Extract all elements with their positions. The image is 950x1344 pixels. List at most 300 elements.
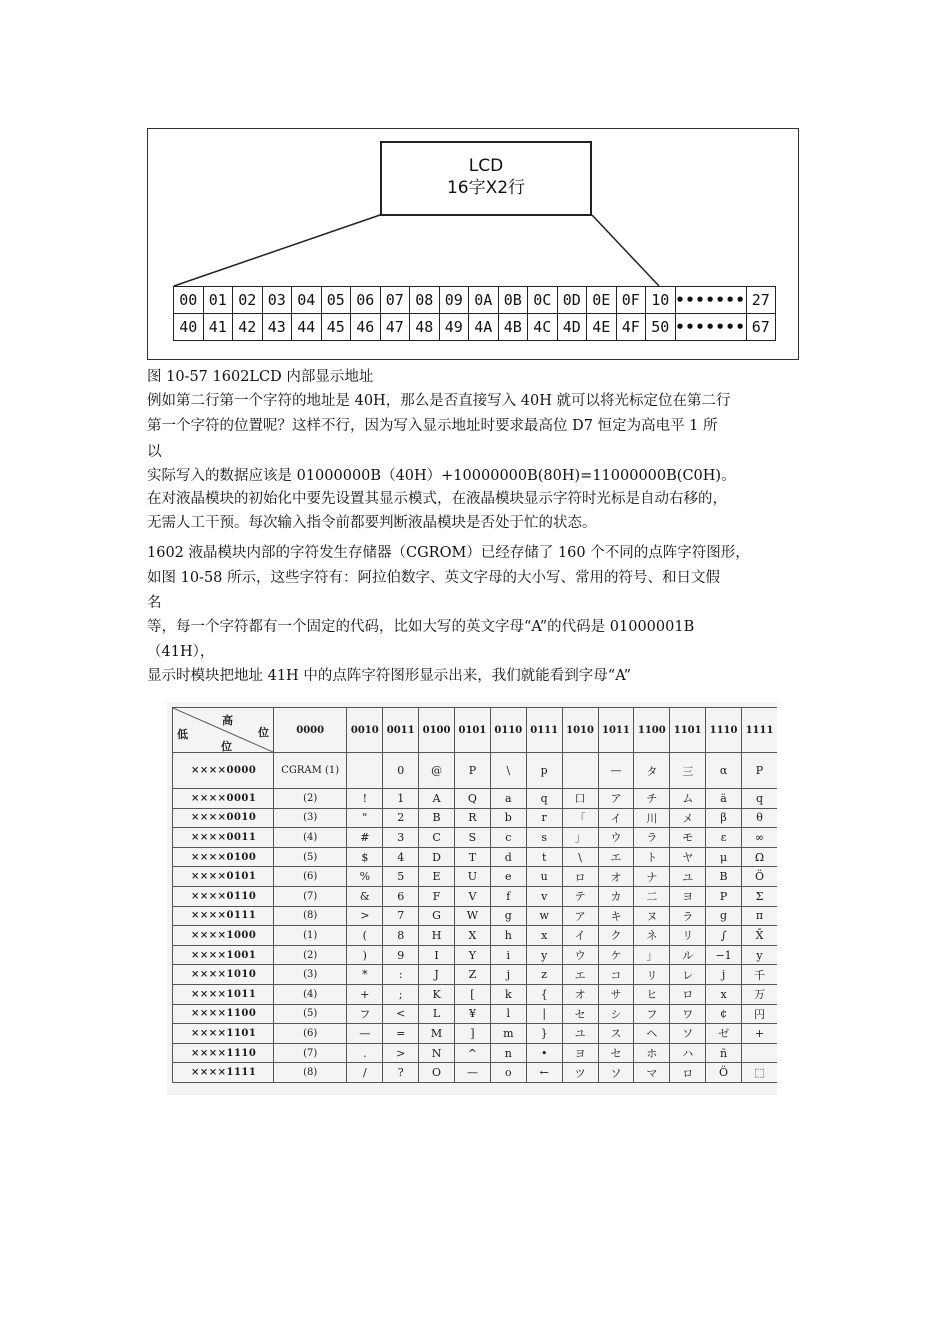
address-cell: 4B xyxy=(498,314,528,341)
char-cell: ル xyxy=(670,945,706,965)
char-cell: o xyxy=(490,1063,526,1083)
char-cell: 2 xyxy=(383,808,419,828)
char-cell: g xyxy=(706,906,742,926)
corner-low-label: 低 xyxy=(177,728,188,741)
cgrom-row xyxy=(173,1024,778,1044)
char-cell: / xyxy=(347,1063,383,1083)
char-cell: [ xyxy=(455,984,491,1004)
char-cell: e xyxy=(490,867,526,887)
char-cell: x xyxy=(706,984,742,1004)
row-header: ××××1000 xyxy=(173,926,274,946)
char-cell: \ xyxy=(490,753,526,789)
char-cell: ケ xyxy=(598,945,634,965)
address-cell: 4D xyxy=(557,314,587,341)
char-cell: M xyxy=(419,1024,455,1044)
char-cell: 3 xyxy=(383,828,419,848)
char-cell: (8) xyxy=(274,906,347,926)
char-cell: ? xyxy=(383,1063,419,1083)
column-header: 0010 xyxy=(347,708,383,753)
corner-header xyxy=(173,708,274,753)
column-header: 1100 xyxy=(634,708,670,753)
char-cell: フ xyxy=(634,1004,670,1024)
char-cell: ク xyxy=(598,926,634,946)
char-cell: + xyxy=(742,1024,778,1044)
char-cell: イ xyxy=(562,926,598,946)
char-cell: リ xyxy=(634,965,670,985)
char-cell: j xyxy=(706,965,742,985)
char-cell: P xyxy=(742,753,778,789)
address-cell: 47 xyxy=(380,314,410,341)
char-cell: ∫ xyxy=(706,926,742,946)
lcd-box xyxy=(380,141,592,216)
address-cell: 4A xyxy=(469,314,499,341)
address-cell: 67 xyxy=(746,314,775,341)
char-cell: セ xyxy=(598,1043,634,1063)
address-cell: 08 xyxy=(410,287,440,314)
paragraph-line: 例如第二行第一个字符的地址是 40H，那么是否直接写入 40H 就可以将光标定位在第二行 xyxy=(147,393,731,409)
char-cell: ] xyxy=(455,1024,491,1044)
column-header: 1111 xyxy=(742,708,778,753)
char-cell: ス xyxy=(598,1024,634,1044)
address-cell: 0F xyxy=(616,287,646,314)
char-cell: カ xyxy=(598,886,634,906)
address-cell: 10 xyxy=(646,287,676,314)
char-cell: 1 xyxy=(383,789,419,809)
char-cell: ⬚ xyxy=(742,1063,778,1083)
char-cell: > xyxy=(383,1043,419,1063)
char-cell: オ xyxy=(562,984,598,1004)
char-cell: 0 xyxy=(383,753,419,789)
char-cell: ソ xyxy=(598,1063,634,1083)
column-header: 0011 xyxy=(383,708,419,753)
paragraph-line: 显示时模块把地址 41H 中的点阵字符图形显示出来，我们就能看到字母“A” xyxy=(147,668,631,684)
address-cell: 04 xyxy=(292,287,322,314)
char-cell: Ö xyxy=(742,867,778,887)
char-cell: P xyxy=(706,886,742,906)
char-cell: 5 xyxy=(383,867,419,887)
char-cell: ヒ xyxy=(634,984,670,1004)
row-header: ××××0110 xyxy=(173,886,274,906)
corner-wei-label: 位 xyxy=(221,740,232,753)
char-cell: 二 xyxy=(634,886,670,906)
address-cell: 4F xyxy=(616,314,646,341)
char-cell: 」 xyxy=(562,828,598,848)
char-cell: . xyxy=(347,1043,383,1063)
char-cell: ゼ xyxy=(706,1024,742,1044)
char-cell: w xyxy=(526,906,562,926)
char-cell: E xyxy=(419,867,455,887)
char-cell: v xyxy=(526,886,562,906)
paragraph-line: 以 xyxy=(147,444,162,460)
char-cell: 口 xyxy=(562,789,598,809)
char-cell: y xyxy=(742,945,778,965)
char-cell: ウ xyxy=(598,828,634,848)
row-header: ××××1111 xyxy=(173,1063,274,1083)
char-cell: ñ xyxy=(706,1043,742,1063)
column-header: 0110 xyxy=(490,708,526,753)
char-cell: ツ xyxy=(562,1063,598,1083)
corner-high-label: 高 xyxy=(222,714,233,727)
char-cell: ; xyxy=(383,984,419,1004)
char-cell: ヘ xyxy=(634,1024,670,1044)
char-cell: ハ xyxy=(670,1043,706,1063)
address-ellipsis: ••••••• xyxy=(675,314,746,341)
address-cell: 49 xyxy=(439,314,469,341)
column-header: 0100 xyxy=(419,708,455,753)
address-cell: 42 xyxy=(233,314,263,341)
cgrom-row xyxy=(173,886,778,906)
char-cell: ロ xyxy=(562,867,598,887)
char-cell: : xyxy=(383,965,419,985)
row-header: ××××0101 xyxy=(173,867,274,887)
char-cell: θ xyxy=(742,808,778,828)
char-cell: (2) xyxy=(274,789,347,809)
char-cell: リ xyxy=(670,926,706,946)
char-cell: ネ xyxy=(634,926,670,946)
char-cell: # xyxy=(347,828,383,848)
char-cell: CGRAM (1) xyxy=(274,753,347,789)
char-cell: X̄ xyxy=(742,926,778,946)
char-cell: y xyxy=(526,945,562,965)
char-cell: 千 xyxy=(742,965,778,985)
char-cell: マ xyxy=(634,1063,670,1083)
char-cell: ← xyxy=(526,1063,562,1083)
cgrom-row xyxy=(173,965,778,985)
address-cell: 03 xyxy=(262,287,292,314)
address-row-2 xyxy=(174,314,776,341)
address-cell: 02 xyxy=(233,287,263,314)
address-cell: 27 xyxy=(746,287,775,314)
char-cell: ) xyxy=(347,945,383,965)
char-cell: 8 xyxy=(383,926,419,946)
char-cell: ε xyxy=(706,828,742,848)
char-cell: u xyxy=(526,867,562,887)
address-cell: 00 xyxy=(174,287,204,314)
char-cell: S xyxy=(455,828,491,848)
char-cell: z xyxy=(526,965,562,985)
char-cell: ア xyxy=(598,789,634,809)
char-cell: β xyxy=(706,808,742,828)
row-header: ××××1011 xyxy=(173,984,274,1004)
char-cell: ! xyxy=(347,789,383,809)
char-cell: G xyxy=(419,906,455,926)
char-cell: R xyxy=(455,808,491,828)
address-cell: 0C xyxy=(528,287,558,314)
address-cell: 0E xyxy=(587,287,617,314)
char-cell: サ xyxy=(598,984,634,1004)
char-cell: ¢ xyxy=(706,1004,742,1024)
char-cell: l xyxy=(490,1004,526,1024)
char-cell: 「 xyxy=(562,808,598,828)
char-cell: ヤ xyxy=(670,847,706,867)
char-cell: % xyxy=(347,867,383,887)
char-cell: D xyxy=(419,847,455,867)
char-cell: ユ xyxy=(562,1024,598,1044)
char-cell: (6) xyxy=(274,1024,347,1044)
char-cell: P xyxy=(455,753,491,789)
char-cell: (2) xyxy=(274,945,347,965)
paragraph-line: 在对液晶模块的初始化中要先设置其显示模式，在液晶模块显示字符时光标是自动右移的， xyxy=(147,491,727,507)
row-header: ××××0011 xyxy=(173,828,274,848)
cgrom-header-row xyxy=(173,708,778,753)
char-cell: (7) xyxy=(274,886,347,906)
char-cell: ¥ xyxy=(455,1004,491,1024)
char-cell: A xyxy=(419,789,455,809)
char-cell: J xyxy=(419,965,455,985)
char-cell: N xyxy=(419,1043,455,1063)
char-cell: Σ xyxy=(742,886,778,906)
char-cell: ウ xyxy=(562,945,598,965)
char-cell: = xyxy=(383,1024,419,1044)
address-cell: 45 xyxy=(321,314,351,341)
char-cell: ヨ xyxy=(670,886,706,906)
char-cell: I xyxy=(419,945,455,965)
char-cell: ロ xyxy=(670,984,706,1004)
char-cell: r xyxy=(526,808,562,828)
char-cell: ä xyxy=(706,789,742,809)
char-cell: @ xyxy=(419,753,455,789)
address-cell: 41 xyxy=(203,314,233,341)
row-header: ××××1110 xyxy=(173,1043,274,1063)
row-header: ××××1101 xyxy=(173,1024,274,1044)
char-cell: (7) xyxy=(274,1043,347,1063)
char-cell xyxy=(347,753,383,789)
cgrom-row xyxy=(173,1063,778,1083)
char-cell: c xyxy=(490,828,526,848)
char-cell: 7 xyxy=(383,906,419,926)
char-cell: C xyxy=(419,828,455,848)
char-cell: & xyxy=(347,886,383,906)
char-cell: T xyxy=(455,847,491,867)
char-cell: i xyxy=(490,945,526,965)
address-row-1 xyxy=(174,287,776,314)
char-cell: < xyxy=(383,1004,419,1024)
cgrom-figure xyxy=(167,702,777,1095)
char-cell: a xyxy=(490,789,526,809)
char-cell: (8) xyxy=(274,1063,347,1083)
char-cell: 4 xyxy=(383,847,419,867)
cgrom-row xyxy=(173,789,778,809)
address-grid xyxy=(173,286,776,341)
char-cell: Ω xyxy=(742,847,778,867)
address-cell: 01 xyxy=(203,287,233,314)
char-cell: V xyxy=(455,886,491,906)
address-cell: 06 xyxy=(351,287,381,314)
char-cell: k xyxy=(490,984,526,1004)
char-cell: p xyxy=(526,753,562,789)
char-cell xyxy=(562,753,598,789)
char-cell: (4) xyxy=(274,828,347,848)
char-cell: ∞ xyxy=(742,828,778,848)
char-cell: — xyxy=(598,753,634,789)
cgrom-row xyxy=(173,847,778,867)
char-cell: ワ xyxy=(670,1004,706,1024)
char-cell: ラ xyxy=(670,906,706,926)
char-cell: (3) xyxy=(274,965,347,985)
char-cell: h xyxy=(490,926,526,946)
column-header: 1101 xyxy=(670,708,706,753)
char-cell: ム xyxy=(670,789,706,809)
char-cell: 万 xyxy=(742,984,778,1004)
column-header: 0111 xyxy=(526,708,562,753)
address-cell: 07 xyxy=(380,287,410,314)
char-cell: q xyxy=(742,789,778,809)
row-header: ××××1010 xyxy=(173,965,274,985)
char-cell: H xyxy=(419,926,455,946)
address-cell: 0B xyxy=(498,287,528,314)
char-cell: q xyxy=(526,789,562,809)
column-header: 0101 xyxy=(455,708,491,753)
char-cell: n xyxy=(490,1043,526,1063)
lcd-subtitle: 16字X2行 xyxy=(446,178,526,198)
char-cell: U xyxy=(455,867,491,887)
char-cell: ( xyxy=(347,926,383,946)
row-header: ××××0010 xyxy=(173,808,274,828)
paragraph-line: 第一个字符的位置呢？这样不行，因为写入显示地址时要求最高位 D7 恒定为高电平 1 所 xyxy=(147,418,718,434)
char-cell: $ xyxy=(347,847,383,867)
char-cell: B xyxy=(706,867,742,887)
address-ellipsis: ••••••• xyxy=(675,287,746,314)
char-cell: コ xyxy=(598,965,634,985)
char-cell: Y xyxy=(455,945,491,965)
char-cell: W xyxy=(455,906,491,926)
char-cell: (6) xyxy=(274,867,347,887)
char-cell: モ xyxy=(670,828,706,848)
char-cell: } xyxy=(526,1024,562,1044)
char-cell: > xyxy=(347,906,383,926)
char-cell: K xyxy=(419,984,455,1004)
paragraph-line: 无需人工干预。每次输入指令前都要判断液晶模块是否处于忙的状态。 xyxy=(147,515,597,531)
char-cell: ホ xyxy=(634,1043,670,1063)
cgrom-row xyxy=(173,906,778,926)
char-cell: シ xyxy=(598,1004,634,1024)
char-cell: { xyxy=(526,984,562,1004)
row-header: ××××1100 xyxy=(173,1004,274,1024)
address-cell: 40 xyxy=(174,314,204,341)
char-cell: B xyxy=(419,808,455,828)
char-cell: d xyxy=(490,847,526,867)
char-cell: f xyxy=(490,886,526,906)
cgrom-row xyxy=(173,945,778,965)
char-cell: • xyxy=(526,1043,562,1063)
cgrom-row xyxy=(173,984,778,1004)
char-cell: (4) xyxy=(274,984,347,1004)
char-cell: レ xyxy=(670,965,706,985)
char-cell: α xyxy=(706,753,742,789)
char-cell: g xyxy=(490,906,526,926)
address-cell: 44 xyxy=(292,314,322,341)
column-header: 1010 xyxy=(562,708,598,753)
cgrom-row xyxy=(173,867,778,887)
char-cell: * xyxy=(347,965,383,985)
char-cell: + xyxy=(347,984,383,1004)
cgrom-row xyxy=(173,808,778,828)
paragraph-line: 1602 液晶模块内部的字符发生存储器（CGROM）已经存储了 160 个不同的点阵字符图形， xyxy=(147,545,750,561)
char-cell: ト xyxy=(634,847,670,867)
address-cell: 4C xyxy=(528,314,558,341)
address-cell: 05 xyxy=(321,287,351,314)
char-cell: 」 xyxy=(634,945,670,965)
char-cell: | xyxy=(526,1004,562,1024)
paragraph-line: 如图 10-58 所示，这些字符有：阿拉伯数字、英文字母的大小写、常用的符号、和日文假 xyxy=(147,570,721,586)
address-cell: 48 xyxy=(410,314,440,341)
cgrom-row xyxy=(173,926,778,946)
cgrom-row xyxy=(173,828,778,848)
char-cell: ソ xyxy=(670,1024,706,1044)
char-cell: メ xyxy=(670,808,706,828)
char-cell: ヨ xyxy=(562,1043,598,1063)
char-cell: m xyxy=(490,1024,526,1044)
char-cell: s xyxy=(526,828,562,848)
char-cell: (5) xyxy=(274,1004,347,1024)
char-cell: \ xyxy=(562,847,598,867)
row-header: ××××0100 xyxy=(173,847,274,867)
row-header: ××××0111 xyxy=(173,906,274,926)
cgrom-row xyxy=(173,753,778,789)
char-cell: 9 xyxy=(383,945,419,965)
address-cell: 46 xyxy=(351,314,381,341)
paragraph-line: 等，每一个字符都有一个固定的代码，比如大写的英文字母“A”的代码是 01000001B xyxy=(147,619,695,635)
char-cell: π xyxy=(742,906,778,926)
char-cell: Q xyxy=(455,789,491,809)
char-cell: O xyxy=(419,1063,455,1083)
paragraph-line: （41H）， xyxy=(147,644,215,660)
char-cell: (1) xyxy=(274,926,347,946)
char-cell: 6 xyxy=(383,886,419,906)
char-cell: イ xyxy=(598,808,634,828)
char-cell: ロ xyxy=(670,1063,706,1083)
figure-caption: 图 10-57 1602LCD 内部显示地址 xyxy=(147,369,374,385)
address-cell: 0A xyxy=(469,287,499,314)
lcd-title: LCD xyxy=(468,156,504,176)
char-cell: エ xyxy=(562,965,598,985)
column-header: 1011 xyxy=(598,708,634,753)
char-cell xyxy=(742,1043,778,1063)
char-cell: x xyxy=(526,926,562,946)
char-cell: Z xyxy=(455,965,491,985)
char-cell: ラ xyxy=(634,828,670,848)
row-header: ××××0000 xyxy=(173,753,274,789)
row-header: ××××1001 xyxy=(173,945,274,965)
address-cell: 50 xyxy=(646,314,676,341)
char-cell: — xyxy=(455,1063,491,1083)
char-cell: テ xyxy=(562,886,598,906)
address-cell: 43 xyxy=(262,314,292,341)
char-cell: ユ xyxy=(670,867,706,887)
char-cell: ^ xyxy=(455,1043,491,1063)
char-cell: ヌ xyxy=(634,906,670,926)
lcd-address-figure xyxy=(147,128,799,360)
char-cell: μ xyxy=(706,847,742,867)
column-header: 1110 xyxy=(706,708,742,753)
cgrom-row xyxy=(173,1043,778,1063)
cgrom-table xyxy=(172,707,777,1083)
cgrom-row xyxy=(173,1004,778,1024)
address-cell: 4E xyxy=(587,314,617,341)
char-cell: F xyxy=(419,886,455,906)
corner-wei-label: 位 xyxy=(258,726,269,739)
char-cell: オ xyxy=(598,867,634,887)
char-cell: " xyxy=(347,808,383,828)
char-cell: 三 xyxy=(670,753,706,789)
char-cell: b xyxy=(490,808,526,828)
char-cell: Ö xyxy=(706,1063,742,1083)
char-cell: エ xyxy=(598,847,634,867)
char-cell: ナ xyxy=(634,867,670,887)
char-cell: キ xyxy=(598,906,634,926)
paragraph-line: 名 xyxy=(147,595,162,611)
char-cell: — xyxy=(347,1024,383,1044)
